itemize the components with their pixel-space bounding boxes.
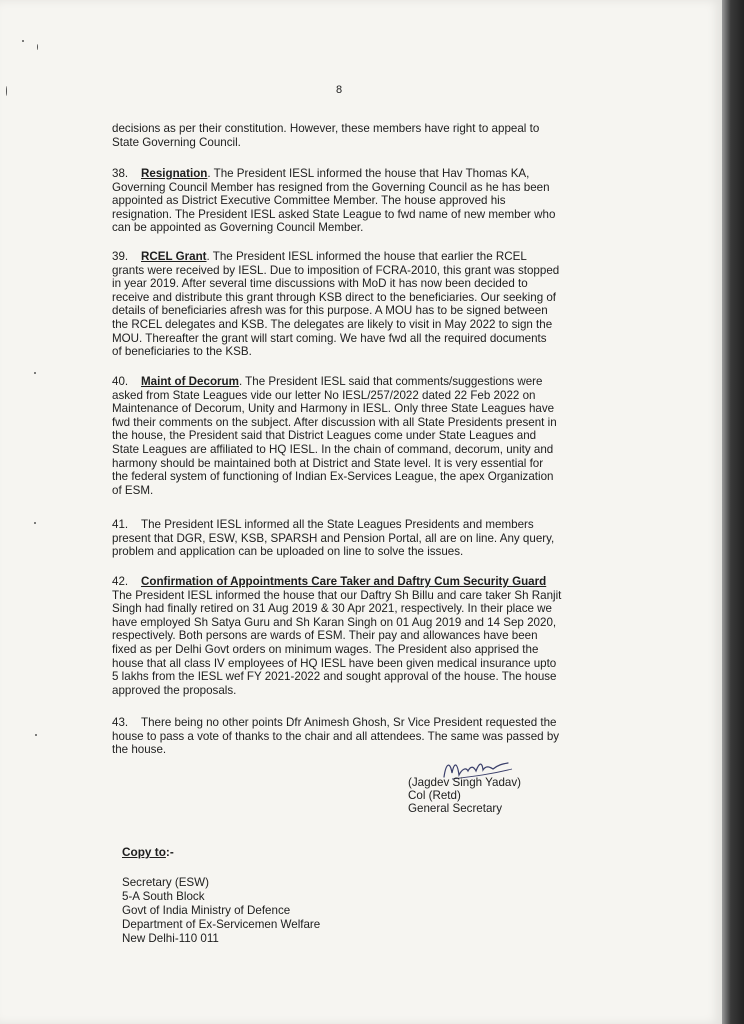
text-line: have employed Sh Satya Guru and Sh Karan Singh on 01 Aug 2019 and 14 Sep 2020,: [112, 615, 557, 629]
copy-to-address: [122, 876, 320, 946]
signature-block: [408, 776, 521, 815]
text-line: of beneficiaries to the KSB.: [112, 345, 252, 359]
text-line: present that DGR, ESW, KSB, SPARSH and Pension Portal, all are on line. Any query,: [112, 531, 555, 545]
scan-speck: [37, 44, 38, 50]
text-line: 5 lakhs from the IESL wef FY 2021-2022 and sought approval of the house. The house: [112, 670, 557, 684]
text-line: Maintenance of Decorum, Unity and Harmony in IESL. Only three State Leagues have: [112, 402, 555, 416]
paragraph-37-continued: [112, 122, 584, 149]
paragraph-heading: Maint of Decorum: [141, 375, 239, 388]
paragraph-number: 41.: [112, 518, 129, 531]
signatory-designation: General Secretary: [408, 802, 503, 815]
paragraph-heading: Confirmation of Appointments Care Taker and Daftry Cum Security Guard: [141, 575, 547, 588]
paragraph-38: [112, 167, 584, 235]
text-line: There being no other points Dfr Animesh Ghosh, Sr Vice President requested the: [141, 716, 557, 729]
text-line: . The President IESL said that comments/suggestions were: [238, 375, 543, 388]
text-line: Singh had finally retired on 31 Aug 2019 & 30 Apr 2021, respectively. In their place we: [112, 602, 552, 616]
text-line: house to pass a vote of thanks to the chair and all attendees. The same was passed by: [112, 729, 560, 743]
text-line: receive and distribute this grant through KSB direct to the beneficiaries. Our seeking of: [112, 290, 557, 304]
scan-speck: [6, 86, 7, 96]
scanner-edge: [722, 0, 744, 1024]
scan-speck: [34, 372, 36, 374]
text-line: The President IESL informed the house that our Daftry Sh Billu and care taker Sh Ranjit: [112, 588, 562, 602]
text-line: The President IESL informed all the State Leagues Presidents and members: [141, 518, 534, 531]
paragraph-number: 38.: [112, 167, 129, 180]
text-line: . The President IESL informed the house that Hav Thomas KA,: [207, 167, 530, 180]
scan-speck: [35, 734, 37, 736]
text-line: approved the proposals.: [112, 683, 237, 697]
paragraph-heading: Resignation: [141, 167, 208, 180]
text-line: fixed as per Delhi Govt orders on minimum wages. The President also apprised the: [112, 642, 539, 656]
text-line: house that all class IV employees of HQ IESL have been given medical insurance upto: [112, 656, 557, 670]
scan-speck: [22, 40, 24, 42]
address-line: Secretary (ESW): [122, 876, 209, 889]
paragraph-number: 39.: [112, 250, 129, 263]
text-line: MOU. Thereafter the grant will start coming. We have fwd all the required documents: [112, 331, 547, 345]
copy-to-suffix: :-: [165, 845, 174, 859]
text-line: State Leagues are affiliated to HQ IESL. In the chain of command, decorum, unity and: [112, 442, 554, 456]
text-line: in year 2019. After several time discussions with MoD it has now been decided to: [112, 277, 528, 291]
page-number: 8: [336, 84, 343, 96]
text-line: the house, the President said that District Leagues come under State Leagues and: [112, 429, 537, 443]
scan-speck: [34, 522, 36, 524]
text-line: asked from State Leagues vide our letter No IESL/257/2022 dated 22 Feb 2022 on: [112, 388, 536, 402]
paragraph-39: [112, 250, 584, 359]
text-line: . The President IESL informed the house that earlier the RCEL: [206, 250, 527, 263]
copy-to-heading: [122, 846, 174, 860]
text-line: of ESM.: [112, 483, 154, 497]
text-line: fwd their comments on the subject. After discussion with all State Presidents present in: [112, 415, 557, 429]
text-line: resignation. The President IESL asked State League to fwd name of new member who: [112, 207, 556, 221]
address-line: Govt of India Ministry of Defence: [122, 904, 291, 917]
text-line: respectively. Both persons are wards of ESM. Their pay and allowances have been: [112, 629, 538, 643]
paragraph-43: [112, 716, 584, 757]
text-line: appointed as District Executive Committee Member. The house approved his: [112, 194, 506, 208]
address-line: Department of Ex-Servicemen Welfare: [122, 918, 321, 931]
text-line: the federal system of functioning of Indian Ex-Services League, the apex Organization: [112, 470, 554, 484]
signatory-name: (Jagdev Singh Yadav): [408, 776, 522, 789]
text-line: problem and application can be uploaded on line to solve the issues.: [112, 545, 464, 559]
signatory-rank: Col (Retd): [408, 789, 461, 802]
text-line: decisions as per their constitution. However, these members have right to appeal to: [112, 122, 540, 135]
address-line: 5-A South Block: [122, 890, 205, 903]
paragraph-42: [112, 575, 584, 697]
text-line: the RCEL delegates and KSB. The delegates are likely to visit in May 2022 to sign the: [112, 317, 553, 331]
copy-to-label: Copy to: [122, 845, 166, 859]
paragraph-40: [112, 375, 584, 497]
paragraph-number: 40.: [112, 375, 129, 388]
paragraph-number: 43.: [112, 716, 129, 729]
paragraph-number: 42.: [112, 575, 129, 588]
text-line: the house.: [112, 743, 167, 757]
text-line: can be appointed as Governing Council Member.: [112, 221, 364, 235]
paragraph-41: [112, 518, 584, 559]
text-line: details of beneficiaries afresh was for this purpose. A MOU has to be signed between: [112, 304, 548, 318]
address-line: New Delhi-110 011: [122, 932, 219, 945]
text-line: harmony should be maintained both at District and State level. It is very essential for: [112, 456, 544, 470]
text-line: grants were received by IESL. Due to imposition of FCRA-2010, this grant was stopped: [112, 263, 560, 277]
paragraph-heading: RCEL Grant: [141, 250, 207, 263]
text-line: Governing Council Member has resigned from the Governing Council as he has been: [112, 180, 550, 194]
text-line: State Governing Council.: [112, 135, 241, 149]
